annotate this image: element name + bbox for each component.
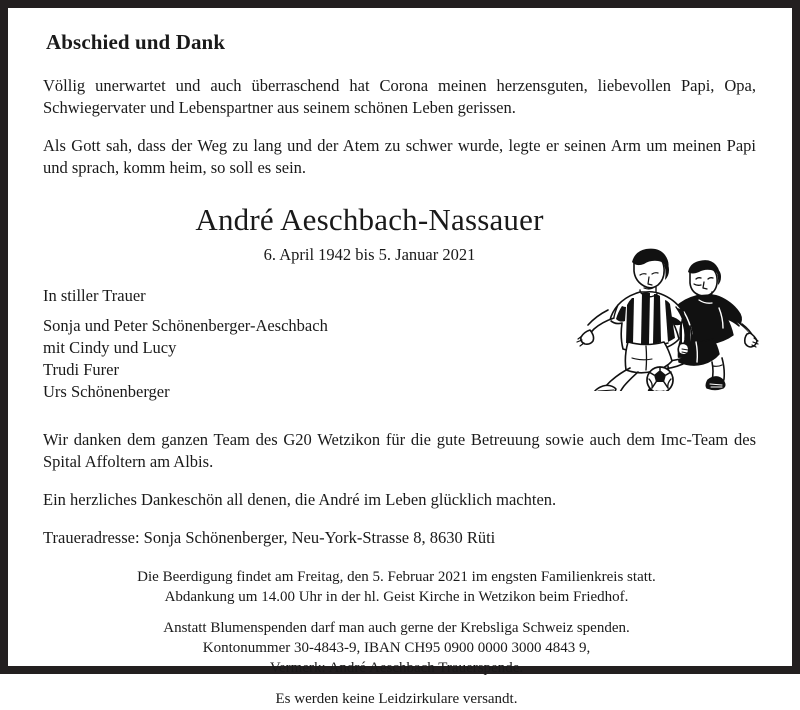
list-item: mit Cindy und Lucy [43, 338, 177, 358]
list-item: Trudi Furer [43, 360, 119, 380]
funeral-date-line: Die Beerdigung findet am Freitag, den 5. Februar 2021 im engsten Familienkreis statt. [137, 568, 656, 585]
two-soccer-players-illustration [572, 246, 768, 391]
donation-reference-line: Vermerk: André Aeschbach Trauerspende. [269, 659, 524, 676]
donation-details-group [43, 619, 750, 679]
mourners-list [43, 315, 423, 403]
deceased-name-block [43, 203, 756, 265]
funeral-service-line: Abdankung um 14.00 Uhr in der hl. Geist Kirche in Wetzikon beim Friedhof. [164, 588, 629, 605]
notice-content [8, 8, 792, 707]
thanks-paragraph-care-team: Wir danken dem ganzen Team des G20 Wetzikon für die gute Betreuung sowie auch dem Imc-Team des Spital Affoltern am Albis. [43, 430, 756, 472]
mourners-block [43, 286, 423, 403]
mourners-lead: In stiller Trauer [43, 285, 146, 305]
two-soccer-players-icon [572, 246, 768, 391]
list-item: Sonja und Peter Schönenberger-Aeschbach [43, 316, 328, 336]
intro-paragraph-1: Völlig unerwartet und auch überraschend hat Corona meinen herzensguten, liebevollen Papi, Opa, Schwiegervater und Lebenspartner aus seinem schönen Leben gerissen. [43, 76, 756, 118]
mourning-address: Traueradresse: Sonja Schönenberger, Neu-York-Strasse 8, 8630 Rüti [43, 528, 496, 548]
page-title: Abschied und Dank [46, 30, 226, 54]
life-dates: 6. April 1942 bis 5. Januar 2021 [263, 245, 476, 265]
thanks-paragraph-general: Ein herzliches Dankeschön all denen, die André im Leben glücklich machten. [43, 490, 557, 510]
funeral-details-footer [43, 568, 756, 710]
deceased-name: André Aeschbach-Nassauer [195, 201, 544, 237]
intro-paragraph-2: Als Gott sah, dass der Weg zu lang und der Atem zu schwer wurde, legte er seinen Arm um meinen Papi und sprach, komm heim, so soll es sein. [43, 136, 756, 177]
thanks-block [43, 429, 756, 549]
list-item: Urs Schönenberger [43, 382, 170, 402]
closing-note-group [43, 690, 750, 710]
donation-account-line: Kontonummer 30-4843-9, IBAN CH95 0900 0000 3000 4843 9, [202, 639, 591, 656]
closing-note-line: Es werden keine Leidzirkulare versandt. [275, 690, 518, 707]
donation-request-line: Anstatt Blumenspenden darf man auch gerne der Krebsliga Schweiz spenden. [163, 619, 630, 636]
funeral-details-group [43, 568, 750, 608]
